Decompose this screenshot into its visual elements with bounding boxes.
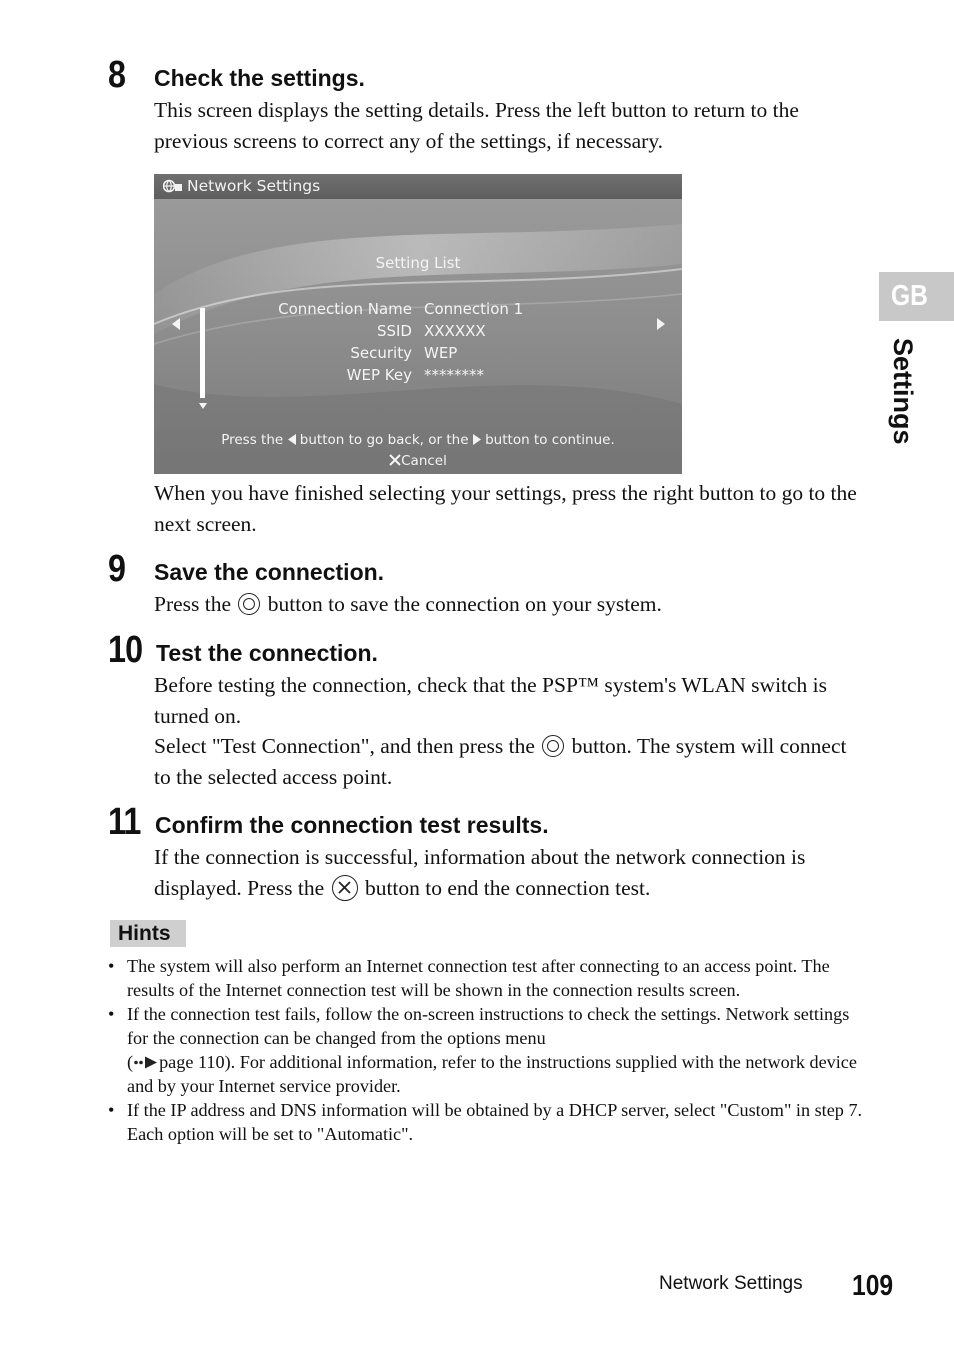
step-10-text-a: Select "Test Connection", and then press the <box>154 734 535 758</box>
language-tab-label: GB <box>891 280 928 312</box>
step-8-followup-text: When you have finished selecting your settings, press the right button to go to the next screen. <box>154 481 857 536</box>
step-11-text-b: button to end the connection test. <box>364 875 651 900</box>
section-side-label <box>888 338 918 458</box>
hint-text-2: button to go back, or the <box>299 432 469 448</box>
setting-list-title: Setting List <box>375 254 461 272</box>
setting-value: Connection 1 <box>424 300 524 318</box>
step-number-8: 8 <box>108 54 126 96</box>
step-heading-8: Check the settings. <box>154 65 365 91</box>
step-number-9: 9 <box>108 548 126 590</box>
setting-label: Connection Name <box>278 300 412 318</box>
setting-row <box>154 366 682 388</box>
setting-label: Security <box>350 344 412 362</box>
step-8-followup <box>154 478 864 539</box>
hint-text: If the IP address and DNS information will be obtained by a DHCP server, select "Custom" in step 7. Each option will be set to "Automatic". <box>127 1100 863 1144</box>
cancel-label: Cancel <box>401 453 447 469</box>
cancel-option[interactable] <box>154 453 682 469</box>
hint-text: If the connection test fails, follow the on-screen instructions to check the settings. Network settings for the connection can be changed from the options menu <box>127 1004 850 1048</box>
step-11-text-a: If the connection is successful, information about the network connection is displayed. Press the <box>154 845 806 900</box>
setting-row <box>154 322 682 344</box>
step-text-10 <box>154 670 864 792</box>
list-item: • If the connection test fails, follow the on-screen instructions to check the settings. Network settings for the connection can be changed from the options menu ( page 110). For additional information, refer to the instructions supplied with the network device and by your Internet service provider. <box>108 1004 857 1096</box>
step-11-description <box>154 842 864 903</box>
circle-button-icon <box>238 593 260 615</box>
screen-title: Network Settings <box>187 177 321 195</box>
hint-text: The system will also perform an Internet connection test after connecting to an access point. The results of the Internet connection test will be shown in the connection results screen. <box>127 956 830 1000</box>
page-reference-icon <box>133 1056 159 1069</box>
list-item: • The system will also perform an Internet connection test after connecting to an access point. The results of the Internet connection test will be shown in the connection results screen. <box>108 956 830 1000</box>
right-arrow-icon[interactable] <box>656 318 666 330</box>
setting-row <box>154 300 682 322</box>
step-number-11: 11 <box>108 801 141 843</box>
step-10-para-1: Before testing the connection, check that the PSP™ system's WLAN switch is turned on. <box>154 673 828 728</box>
cross-button-icon <box>389 454 401 466</box>
hint-text-continued: ). For additional information, refer to the instructions supplied with the network device and by your Internet service provider. <box>127 1052 857 1096</box>
step-text-8 <box>154 95 864 156</box>
step-text-9 <box>154 589 864 620</box>
setting-row <box>154 344 682 366</box>
scroll-down-indicator-icon <box>199 402 207 410</box>
setting-value: XXXXXX <box>424 322 486 340</box>
step-10-para-2 <box>154 731 864 792</box>
hint-text-3: button to continue. <box>485 432 615 448</box>
step-8-description: This screen displays the setting details. Press the left button to return to the previous screens to correct any of the settings, if necessary. <box>154 98 799 153</box>
navigation-hint <box>154 432 682 448</box>
hint-text-1: Press the <box>221 432 284 448</box>
network-settings-screenshot <box>154 174 682 474</box>
step-9-text-a: Press the <box>154 592 232 616</box>
network-icon <box>163 179 183 194</box>
list-item: • If the IP address and DNS information will be obtained by a DHCP server, select "Custom" in step 7. Each option will be set to "Automatic". <box>108 1100 863 1144</box>
section-side-label-text: Settings <box>888 338 918 445</box>
left-button-icon <box>288 434 296 445</box>
step-9-description <box>154 589 864 620</box>
hints-list <box>108 954 868 1146</box>
setting-label: SSID <box>376 322 412 340</box>
left-arrow-icon[interactable] <box>171 318 181 330</box>
step-number-10: 10 <box>108 629 143 671</box>
cross-button-icon <box>332 875 358 901</box>
language-tab <box>879 272 954 321</box>
step-heading-11: Confirm the connection test results. <box>155 812 549 838</box>
page-number: 109 <box>852 1270 894 1302</box>
scrollbar-thumb[interactable] <box>200 308 205 398</box>
step-10-text-b: button. The system will connect to the selected access point. <box>154 734 847 789</box>
page-reference-link[interactable]: page 110 <box>159 1052 225 1072</box>
right-button-icon <box>473 434 481 445</box>
setting-label: WEP Key <box>346 366 412 384</box>
setting-value: ******** <box>424 366 484 384</box>
step-9-text-b: button to save the connection on your system. <box>267 592 662 616</box>
hints-badge: Hints <box>110 920 186 947</box>
step-heading-9: Save the connection. <box>154 559 385 585</box>
step-heading-10: Test the connection. <box>156 640 378 666</box>
setting-value: WEP <box>424 344 458 362</box>
step-text-11 <box>154 842 864 903</box>
circle-button-icon <box>542 735 564 757</box>
footer-section-label: Network Settings <box>659 1273 803 1294</box>
